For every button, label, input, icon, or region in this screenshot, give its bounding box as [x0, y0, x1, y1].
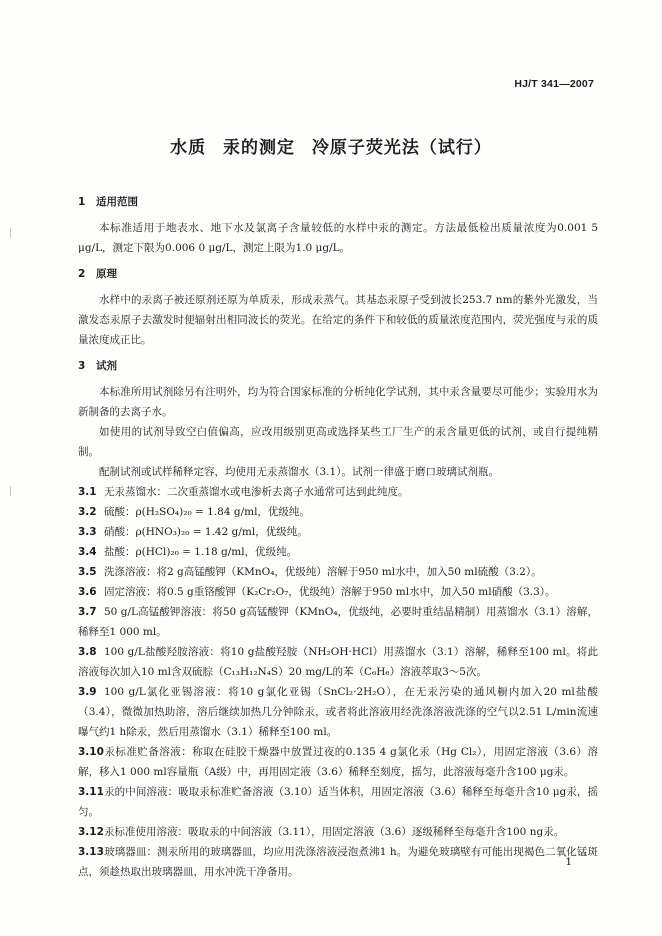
item-number: 3.13 [78, 846, 104, 858]
item-text: 硫酸：ρ(H₂SO₄)₂₀ = 1.84 g/ml，优级纯。 [104, 506, 310, 518]
list-item [78, 522, 598, 542]
paragraph: 本标准适用于地表水、地下水及氯离子含量较低的水样中汞的测定。方法最低检出质量浓度为0.001 5 μg/L，测定下限为0.006 0 μg/L，测定上限为1.0 μg/L。 [78, 222, 598, 254]
item-number: 3.1 [78, 486, 97, 498]
item-text: 100 g/L盐酸羟胺溶液：将10 g盐酸羟胺（NH₂OH·HCl）用蒸馏水（3.1）溶解，稀释至100 ml。将此溶液每次加入10 ml含双硫腙（C₁₃H₁₂N₄S）20 mg/L的苯（C₆H₆）溶液萃取3～5次。 [78, 646, 598, 678]
item-text: 无汞蒸馏水：二次重蒸馏水或电渗析去离子水通常可达到此纯度。 [104, 486, 409, 498]
item-number: 3.12 [78, 826, 104, 838]
list-item [78, 822, 598, 842]
standard-code: HJ/T 341—2007 [514, 78, 594, 90]
item-text: 硝酸：ρ(HNO₃)₂₀ = 1.42 g/ml，优级纯。 [104, 526, 308, 538]
page-number: 1 [565, 856, 572, 868]
section-number: 2 [78, 268, 86, 280]
section-title: 试剂 [96, 360, 117, 372]
section-title: 适用范围 [96, 196, 138, 208]
item-number: 3.6 [78, 586, 97, 598]
list-item [78, 562, 598, 582]
list-item [78, 682, 598, 742]
section-heading [78, 192, 598, 212]
item-number: 3.2 [78, 506, 97, 518]
list-item [78, 642, 598, 682]
section-heading [78, 356, 598, 376]
list-item [78, 602, 598, 642]
scan-edge-mark [10, 228, 11, 238]
item-number: 3.10 [78, 746, 104, 758]
section-title: 原理 [96, 268, 117, 280]
list-item [78, 542, 598, 562]
list-item [78, 502, 598, 522]
paragraph: 水样中的汞离子被还原剂还原为单质汞，形成汞蒸气。其基态汞原子受到波长253.7 nm的紫外光激发，当激发态汞原子去激发时便辐射出相同波长的荧光。在给定的条件下和较低的质量浓度范围内，荧光强度与汞的质量浓度成正比。 [78, 294, 598, 346]
item-text: 汞标准使用溶液：吸取汞的中间溶液（3.11），用固定溶液（3.6）逐级稀释至每毫升含100 ng汞。 [104, 826, 565, 838]
section-number: 1 [78, 196, 86, 208]
item-text: 100 g/L氯化亚锡溶液：将10 g氯化亚锡（SnCl₂·2H₂O），在无汞污染的通风橱内加入20 ml盐酸（3.4），微微加热助溶，溶后继续加热几分钟除汞，或者将此溶液用经洗涤溶液洗涤的空气以2.51 L/min流速曝气约1 h除汞，然后用蒸馏水（3.1）稀释至100 ml。 [78, 686, 598, 738]
scan-edge-mark [10, 486, 11, 496]
item-text: 固定溶液：将0.5 g重铬酸钾（K₂Cr₂O₇，优级纯）溶解于950 ml水中，加入50 ml硝酸（3.3）。 [104, 586, 556, 598]
item-text: 盐酸：ρ(HCl)₂₀ = 1.18 g/ml，优级纯。 [104, 546, 298, 558]
document-body [78, 192, 598, 882]
list-item [78, 782, 598, 822]
item-number: 3.7 [78, 606, 97, 618]
document-title: 水质 汞的测定 冷原子荧光法（试行） [170, 138, 492, 158]
item-number: 3.5 [78, 566, 97, 578]
item-number: 3.9 [78, 686, 97, 698]
item-text: 汞标准贮备溶液：称取在硅胶干燥器中放置过夜的0.135 4 g氯化汞（Hg Cl₂），用固定溶液（3.6）溶解，移入1 000 ml容量瓶（A级）中，再用固定液（3.6）稀释至刻度，摇匀，此溶液每毫升含100 μg汞。 [78, 746, 598, 778]
list-item [78, 742, 598, 782]
list-item [78, 842, 598, 882]
list-item [78, 582, 598, 602]
section-number: 3 [78, 360, 86, 372]
paragraph: 如使用的试剂导致空白值偏高，应改用级别更高或选择某些工厂生产的汞含量更低的试剂，或自行提纯精制。 [78, 426, 598, 458]
paragraph: 本标准所用试剂除另有注明外，均为符合国家标准的分析纯化学试剂，其中汞含量要尽可能少；实验用水为新制备的去离子水。 [78, 386, 598, 418]
list-item [78, 482, 598, 502]
item-text: 洗涤溶液：将2 g高锰酸钾（KMnO₄，优级纯）溶解于950 ml水中，加入50 ml硫酸（3.2）。 [104, 566, 542, 578]
item-number: 3.8 [78, 646, 97, 658]
item-number: 3.4 [78, 546, 97, 558]
section-heading [78, 264, 598, 284]
item-number: 3.3 [78, 526, 97, 538]
item-text: 50 g/L高锰酸钾溶液：将50 g高锰酸钾（KMnO₄，优级纯，必要时重结晶精制）用蒸馏水（3.1）溶解，稀释至1 000 ml。 [78, 606, 598, 638]
item-number: 3.11 [78, 786, 104, 798]
item-text: 汞的中间溶液：吸取汞标准贮备溶液（3.10）适当体积，用固定溶液（3.6）稀释至每毫升含10 μg汞，摇匀。 [78, 786, 598, 818]
paragraph: 配制试剂或试样稀释定容，均使用无汞蒸馏水（3.1）。试剂一律盛于磨口玻璃试剂瓶。 [99, 466, 499, 478]
item-text: 玻璃器皿：测汞所用的玻璃器皿，均应用洗涤溶液浸泡煮沸1 h。为避免玻璃壁有可能出现褐色二氧化锰斑点，须趁热取出玻璃器皿，用水冲洗干净备用。 [78, 846, 598, 878]
